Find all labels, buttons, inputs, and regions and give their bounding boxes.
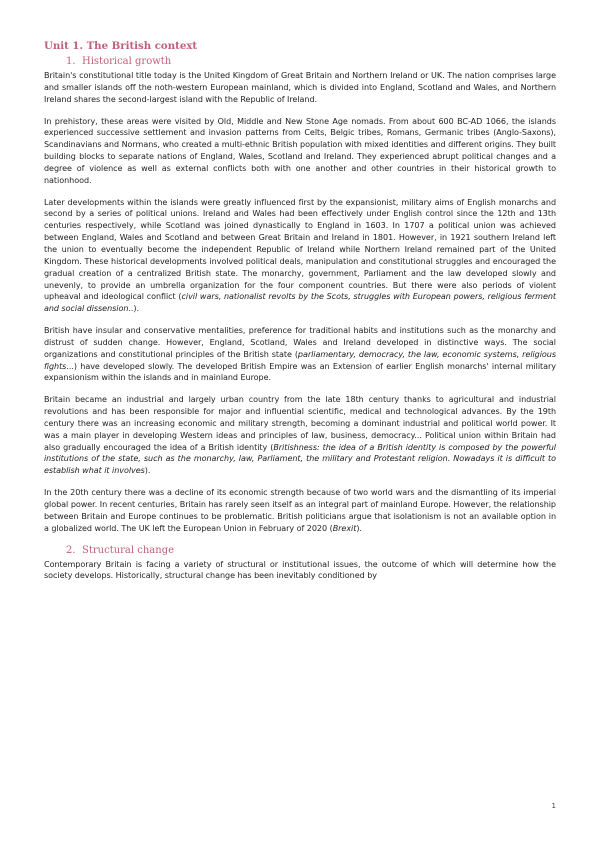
paragraph-6: In the 20th century there was a decline of its economic strength because of two world wars and the dismantling of its imperial global power. In recent centuries, Britain has rarely seen itself as an integral part of mainland Europe. However, the relationship between Britain and Europe continues to be problematic. British politicians argue that isolationism is not an available option in a globalized world. The UK left the European Union in February of 2020 (Brexit). bbox=[44, 488, 556, 533]
italic-examples: civil wars, nationalist revolts by the Scots, struggles with European powers, religious ferment and social dissension bbox=[44, 292, 557, 314]
italic-brexit: Brexit bbox=[332, 523, 357, 533]
paragraph-4: British have insular and conservative mentalities, preference for traditional habits and institutions such as the monarchy and distrust of sudden change. However, England, Scotland, Wales and Ireland developed in distinctive ways. The social organizations and constitutional principles of the British state (parliamentary, democracy, the law, economic systems, religious fights...) have developed slowly. The developed British Empire was an Extension of earlier English monarchs' internal military expansionism within the islands and in mainland Europe. bbox=[44, 326, 556, 383]
paragraph-1: Britain's constitutional title today is the United Kingdom of Great Britain and Northern Ireland or UK. The nation comprises large and smaller islands off the noth-western European mainland, which is divided into England, Scotland and Wales, and Northern Ireland shares the second-largest island with the Republic of Ireland. bbox=[44, 71, 556, 104]
section-heading-structural-change bbox=[66, 545, 556, 556]
section-title: Historical growth bbox=[82, 56, 172, 67]
section-number: 2. bbox=[66, 544, 76, 556]
italic-britishness: Britishness: the idea of a British identity is composed by the powerful institutions of the state, such as the monarchy, law, Parliament, the military and Protestant religion. Nowadays it is difficult to establish what it involves bbox=[44, 442, 556, 476]
italic-examples: parliamentary, democracy, the law, economic systems, religious fights bbox=[44, 349, 556, 371]
section-number: 1. bbox=[66, 56, 76, 67]
page-number: 1 bbox=[551, 802, 556, 810]
paragraph-5: Britain became an industrial and largely urban country from the late 18th century thanks to agricultural and industrial revolutions and has been responsible for major and influential scientific, medical and technological advances. By the 19th century there was an increasing economic and military strength, becoming a dominant industrial and political world power. It was a main player in developing Western ideas and principles of law, business, democracy... Political union within Britain had also gradually encouraged the idea of a British identity (Britishness: the idea of a British identity is composed by the powerful institutions of the state, such as the monarchy, law, Parliament, the military and Protestant religion. Nowadays it is difficult to establish what it involves). bbox=[44, 395, 556, 476]
section-heading-historical-growth bbox=[66, 56, 556, 67]
paragraph-7: Contemporary Britain is facing a variety of structural or institutional issues, the outcome of which will determine how the society develops. Historically, structural change has been inevitably conditioned by bbox=[44, 559, 556, 581]
paragraph-3: Later developments within the islands were greatly influenced first by the expansionist, military aims of English monarchs and second by a series of political unions. Ireland and Wales had been effectively under English control since the 12th and 13th centuries respectively, while Scotland was joined dynastically to England in 1603. In 1707 a political union was achieved between England, Wales and Scotland and between Great Britain and Ireland in 1801. However, in 1921 southern Ireland left the union to eventually become the independent Republic of Ireland while Northern Ireland remained part of the United Kingdom. These historical developments involved political deals, manipulation and constitutional struggles and encouraged the gradual creation of a centralized British state. The monarchy, government, Parliament and the law developed slowly and unevenly, to provide an umbrella organization for the four component countries. But there were also periods of violent upheaval and ideological conflict (civil wars, nationalist revolts by the Scots, struggles with European powers, religious ferment and social dissension..). bbox=[44, 197, 557, 314]
unit-heading: Unit 1. The British context bbox=[44, 40, 198, 52]
paragraph-2: In prehistory, these areas were visited by Old, Middle and New Stone Age nomads. From about 600 BC-AD 1066, the islands experienced successive settlement and invasion patterns from Celts, Belgic tribes, Romans, Germanic tribes (Anglo-Saxons), Scandinavians and Normans, who created a multi-ethnic British population with mixed identities and different origins. They built building blocks to separate nations of England, Wales, Scotland and Ireland. They experienced abrupt political changes and a degree of violence as well as external conflicts both with one another and other countries in their historical growth to nationhood. bbox=[44, 116, 556, 185]
section-title: Structural change bbox=[82, 544, 175, 556]
